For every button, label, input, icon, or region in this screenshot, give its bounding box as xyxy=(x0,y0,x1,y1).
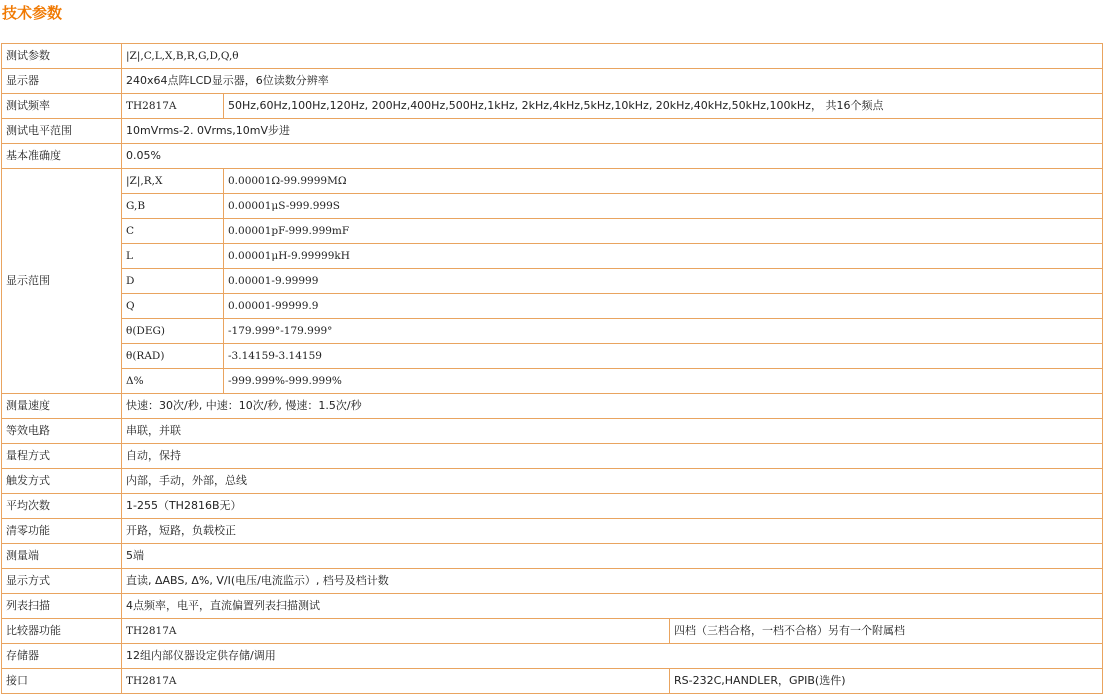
table-row xyxy=(2,669,1103,694)
table-row xyxy=(2,94,1103,119)
row-value: 50Hz,60Hz,100Hz,120Hz, 200Hz,400Hz,500Hz,1kHz, 2kHz,4kHz,5kHz,10kHz, 20kHz,40kHz,50kHz,100kHz， 共16个频点 xyxy=(224,94,1103,119)
row-value: 直读, ΔABS, Δ%, V/I(电压/电流监示）, 档号及档计数 xyxy=(122,569,1103,594)
row-value: 四档（三档合格，一档不合格）另有一个附属档 xyxy=(670,619,1103,644)
table-row xyxy=(2,469,1103,494)
range-value: 0.00001pF-999.999mF xyxy=(224,219,1103,244)
table-row xyxy=(2,644,1103,669)
row-value: 1-255（TH2816B无） xyxy=(122,494,1103,519)
table-row xyxy=(2,444,1103,469)
row-value: |Z|,C,L,X,B,R,G,D,Q,θ xyxy=(122,44,1103,69)
table-row xyxy=(2,594,1103,619)
row-label: 显示范围 xyxy=(2,169,122,394)
row-value: 5端 xyxy=(122,544,1103,569)
page-title: 技术参数 xyxy=(2,4,63,22)
row-label: 测试参数 xyxy=(2,44,122,69)
table-row xyxy=(2,419,1103,444)
range-value: 0.00001-99999.9 xyxy=(224,294,1103,319)
row-value: 串联，并联 xyxy=(122,419,1103,444)
range-param: D xyxy=(122,269,224,294)
range-value: 0.00001μS-999.999S xyxy=(224,194,1103,219)
table-row xyxy=(2,144,1103,169)
table-row xyxy=(2,494,1103,519)
model-cell: TH2817A xyxy=(122,94,224,119)
row-label: 等效电路 xyxy=(2,419,122,444)
table-row xyxy=(2,344,1103,369)
row-value: 开路，短路，负载校正 xyxy=(122,519,1103,544)
row-label: 测试频率 xyxy=(2,94,122,119)
range-param: θ(RAD) xyxy=(122,344,224,369)
table-row xyxy=(2,394,1103,419)
row-value: 10mVrms-2. 0Vrms,10mV步进 xyxy=(122,119,1103,144)
table-row xyxy=(2,269,1103,294)
table-row xyxy=(2,194,1103,219)
table-row xyxy=(2,569,1103,594)
row-label: 测量端 xyxy=(2,544,122,569)
row-label: 量程方式 xyxy=(2,444,122,469)
table-row xyxy=(2,44,1103,69)
range-value: -179.999°-179.999° xyxy=(224,319,1103,344)
table-row xyxy=(2,519,1103,544)
row-value: 12组内部仪器设定供存储/调用 xyxy=(122,644,1103,669)
model-cell: TH2817A xyxy=(122,619,670,644)
table-row xyxy=(2,119,1103,144)
model-cell: TH2817A xyxy=(122,669,670,694)
table-row xyxy=(2,319,1103,344)
row-value: 4点频率，电平，直流偏置列表扫描测试 xyxy=(122,594,1103,619)
row-label: 比较器功能 xyxy=(2,619,122,644)
row-value: 240x64点阵LCD显示器，6位读数分辨率 xyxy=(122,69,1103,94)
row-label: 存储器 xyxy=(2,644,122,669)
row-value: 0.05% xyxy=(122,144,1103,169)
row-label: 清零功能 xyxy=(2,519,122,544)
range-param: Q xyxy=(122,294,224,319)
range-param: θ(DEG) xyxy=(122,319,224,344)
row-value: RS-232C,HANDLER，GPIB(选件) xyxy=(670,669,1103,694)
range-value: 0.00001μH-9.99999kH xyxy=(224,244,1103,269)
range-param: G,B xyxy=(122,194,224,219)
range-value: -3.14159-3.14159 xyxy=(224,344,1103,369)
table-row xyxy=(2,219,1103,244)
row-label: 显示方式 xyxy=(2,569,122,594)
table-row xyxy=(2,544,1103,569)
table-row xyxy=(2,244,1103,269)
row-label: 平均次数 xyxy=(2,494,122,519)
spec-table xyxy=(1,43,1103,694)
row-value: 内部，手动，外部，总线 xyxy=(122,469,1103,494)
row-label: 接口 xyxy=(2,669,122,694)
row-value: 快速：30次/秒, 中速：10次/秒, 慢速：1.5次/秒 xyxy=(122,394,1103,419)
range-value: 0.00001-9.99999 xyxy=(224,269,1103,294)
table-row xyxy=(2,69,1103,94)
row-label: 测试电平范围 xyxy=(2,119,122,144)
row-label: 列表扫描 xyxy=(2,594,122,619)
row-label: 显示器 xyxy=(2,69,122,94)
row-label: 基本准确度 xyxy=(2,144,122,169)
table-row xyxy=(2,294,1103,319)
row-value: 自动，保持 xyxy=(122,444,1103,469)
table-row xyxy=(2,369,1103,394)
range-param: |Z|,R,X xyxy=(122,169,224,194)
range-param: L xyxy=(122,244,224,269)
range-param: Δ% xyxy=(122,369,224,394)
table-row xyxy=(2,169,1103,194)
range-value: -999.999%-999.999% xyxy=(224,369,1103,394)
table-row xyxy=(2,619,1103,644)
row-label: 触发方式 xyxy=(2,469,122,494)
range-param: C xyxy=(122,219,224,244)
row-label: 测量速度 xyxy=(2,394,122,419)
range-value: 0.00001Ω-99.9999MΩ xyxy=(224,169,1103,194)
